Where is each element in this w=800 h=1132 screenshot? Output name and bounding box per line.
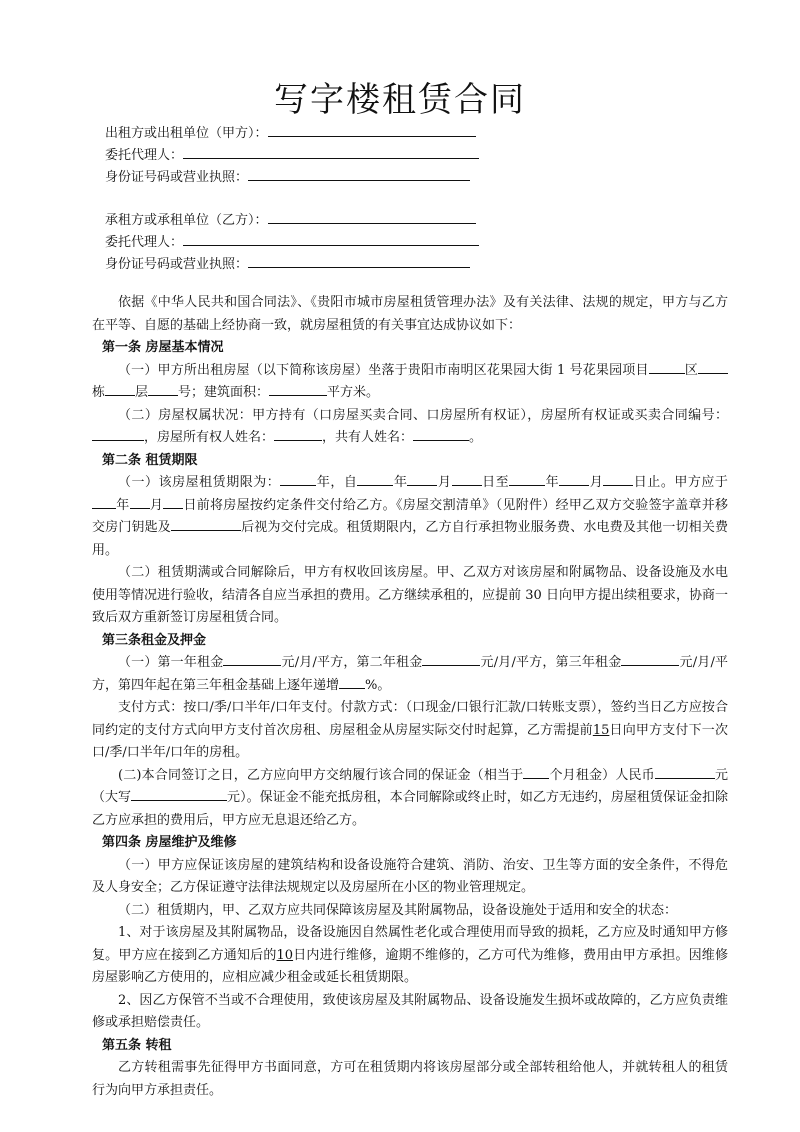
text-run: 日至 <box>481 475 510 490</box>
certificate-number-field[interactable] <box>92 427 144 441</box>
text-run: ，共有人姓名： <box>322 430 414 445</box>
district-field[interactable] <box>649 360 685 374</box>
text-run: 元/月/平方，第二年租金 <box>281 655 423 670</box>
article-2-heading: 第二条 租赁期限 <box>102 452 198 468</box>
lessee-unit-field[interactable] <box>268 211 476 224</box>
delivery-day-field[interactable] <box>163 495 183 509</box>
article-4-clause-1: （一）甲方应保证该房屋的建筑结构和设备设施符合建筑、消防、治安、卫生等方面的安全条件，不得危及人身安全；乙方保证遵守法律法规规定以及房屋所在小区的物业管理规定。 <box>92 857 728 895</box>
text-run: 元/月/平方，第三年租金 <box>480 655 622 670</box>
text-run: (二)本合同签订之日，乙方应向甲方交纳履行该合同的保证金（相当于 <box>118 767 524 783</box>
text-run: 栋 <box>92 385 106 400</box>
lessor-id-label: 身份证号码或营业执照： <box>105 170 249 185</box>
article-4-item-2: 2、因乙方保管不当或不合理使用，致使该房屋及其附属物品、设备设施发生损坏或故障的，乙方应负责维修或承担赔偿责任。 <box>92 992 728 1030</box>
start-month-field[interactable] <box>407 472 437 486</box>
deposit-months-field[interactable] <box>523 765 549 779</box>
text-run: 1、对于该房屋及其附属物品，设备设施因自然属性老化或合理使用而导致的损耗，乙方应及时通知甲方修复。甲方应在接到乙方通知后的 <box>92 925 728 963</box>
delivery-year-field[interactable] <box>92 495 116 509</box>
text-run: 。 <box>469 430 483 445</box>
article-1-heading: 第一条 房屋基本情况 <box>102 340 224 355</box>
text-run: （一）第一年租金 <box>118 655 224 670</box>
article-2-clause-2: （二）租赁期满或合同解除后，甲方有权收回该房屋。甲、乙双方对该房屋和附属物品、设备设施及水电使用等情况进行验收，结清各自应当承担的费用。乙方继续承租的，应提前 30 日向甲方提出续租要求，协商一致后双方重新签订房屋租赁合同。 <box>92 565 728 625</box>
end-year-field[interactable] <box>509 472 545 486</box>
article-2-clause-1 <box>92 472 728 562</box>
article-1-clause-2 <box>92 405 728 450</box>
advance-days: 15 <box>592 722 610 738</box>
lessee-id-row <box>105 253 470 272</box>
text-run: 元/月/平方，第四年起在第三年租金基础上逐年递增 <box>92 655 728 693</box>
lessee-agent-label: 委托代理人： <box>105 235 184 250</box>
article-3-heading: 第三条租金及押金 <box>102 632 207 648</box>
article-3-clause-2 <box>92 765 728 833</box>
text-run: ，房屋所有权人姓名： <box>144 430 275 445</box>
article-4-item-1 <box>92 922 728 990</box>
text-run: 年，自 <box>316 475 358 490</box>
text-run: 日向甲方支付下一次口/季/口半年/口年的房租。 <box>92 722 728 760</box>
start-year-field[interactable] <box>357 472 393 486</box>
deposit-amount-words-field[interactable] <box>131 787 227 801</box>
text-run: 元（大写 <box>92 767 728 805</box>
lessor-id-field[interactable] <box>248 168 470 181</box>
article-1-clause-1 <box>92 360 728 405</box>
contract-body <box>92 292 728 1102</box>
article-4-clause-2: （二）租赁期内，甲、乙双方应共同保障该房屋及其附属物品，设备设施处于适用和安全的状态： <box>118 902 678 918</box>
lessee-unit-row <box>105 209 476 228</box>
end-month-field[interactable] <box>559 472 589 486</box>
lessor-agent-row <box>105 144 479 163</box>
text-run: 月 <box>149 497 164 513</box>
lessor-id-row <box>105 166 470 185</box>
text-run: 月 <box>589 475 604 490</box>
text-run: %。 <box>365 677 391 693</box>
article-5-clause-1: 乙方转租需事先征得甲方书面同意，方可在租赁期内将该房屋部分或全部转租给他人，并就转租人的租赁行为向甲方承担责任。 <box>92 1060 728 1098</box>
repair-days: 10 <box>276 947 294 963</box>
text-run: 日内进行维修，逾期不维修的，乙方可代为维修，费用由甲方承担。因维修房屋影响乙方使用的，应相应减少租金或延长租赁期限。 <box>92 947 728 985</box>
lessee-agent-field[interactable] <box>183 233 479 246</box>
article-5-heading: 第五条 转租 <box>102 1037 172 1053</box>
unit-number-field[interactable] <box>148 382 178 396</box>
text-run: 月 <box>437 475 452 490</box>
article-3-clause-1 <box>92 652 728 697</box>
text-run: 元）。保证金不能充抵房租，本合同解除或终止时，如乙方无违约，房屋租赁保证金扣除乙方应承担的费用后，甲方应无息退还给乙方。 <box>92 790 728 828</box>
floor-field[interactable] <box>105 382 135 396</box>
building-field[interactable] <box>698 360 728 374</box>
owner-name-field[interactable] <box>274 427 322 441</box>
co-owner-name-field[interactable] <box>413 427 469 441</box>
year-1-rent-field[interactable] <box>223 652 281 666</box>
article-3-payment <box>92 697 728 765</box>
text-run: 日止。甲方应于 <box>633 475 728 490</box>
lease-years-field[interactable] <box>280 472 316 486</box>
intro-paragraph: 依据《中华人民共和国合同法》、《贵阳市城市房屋租赁管理办法》及有关法律、法规的规定，甲方与乙方在平等、自愿的基础上经协商一致，就房屋租赁的有关事宜达成协议如下： <box>92 295 728 333</box>
article-4-heading: 第四条 房屋维护及维修 <box>102 835 237 850</box>
lessee-id-label: 身份证号码或营业执照： <box>105 257 249 272</box>
text-run: 日前将房屋按约定条件交付给乙方。《房屋交割清单》（见附件）经甲乙双方交验签字盖章并移交房门钥匙及 <box>92 497 728 535</box>
text-run: 支付方式：按口/季/口半年/口年支付。付款方式：（口现金/口银行汇款/口转账支票），签约当日乙方应按合同约定的支付方式向甲方支付首次房租、房屋租金从房屋实际交付时起算，乙方需提前 <box>92 700 728 738</box>
lessee-agent-row <box>105 231 479 250</box>
lessor-unit-field[interactable] <box>268 124 476 137</box>
year-2-rent-field[interactable] <box>422 652 480 666</box>
lessor-agent-label: 委托代理人： <box>105 148 184 163</box>
lessee-unit-label: 承租方或承租单位（乙方）： <box>105 213 268 228</box>
year-3-rent-field[interactable] <box>621 652 679 666</box>
document-title: 写字楼租赁合同 <box>274 80 526 120</box>
end-day-field[interactable] <box>603 472 633 486</box>
start-day-field[interactable] <box>452 472 482 486</box>
text-run: 层 <box>135 385 149 400</box>
text-run: 年 <box>116 497 130 513</box>
text-run: （一）甲方所出租房屋（以下简称该房屋）坐落于贵阳市南明区花果园大街 1 号花果园项目 <box>118 362 649 378</box>
lessor-unit-label: 出租方或出租单位（甲方）： <box>105 126 268 141</box>
text-run: 平方米。 <box>327 385 380 400</box>
text-run: 年 <box>393 475 408 490</box>
lessor-unit-row <box>105 122 476 141</box>
lessor-agent-field[interactable] <box>183 146 479 159</box>
deposit-amount-field[interactable] <box>655 765 715 779</box>
text-run: 年 <box>545 475 560 490</box>
text-run: 个月租金）人民币 <box>549 767 655 783</box>
text-run: 后视为交付完成。租赁期限内，乙方自行承担物业服务费、水电费及其他一切相关费用。 <box>92 520 728 558</box>
delivery-month-field[interactable] <box>130 495 150 509</box>
text-run: （一）该房屋租赁期限为： <box>118 475 281 490</box>
text-run: 号；建筑面积： <box>178 385 270 400</box>
area-field[interactable] <box>269 382 327 396</box>
text-run: （二）房屋权属状况：甲方持有（口房屋买卖合同、口房屋所有权证），房屋所有权证或买卖合同编号： <box>118 407 728 423</box>
annual-increase-field[interactable] <box>339 675 365 689</box>
text-run: 区 <box>684 362 698 378</box>
lessee-id-field[interactable] <box>248 255 470 268</box>
handover-items-field[interactable] <box>171 517 241 531</box>
